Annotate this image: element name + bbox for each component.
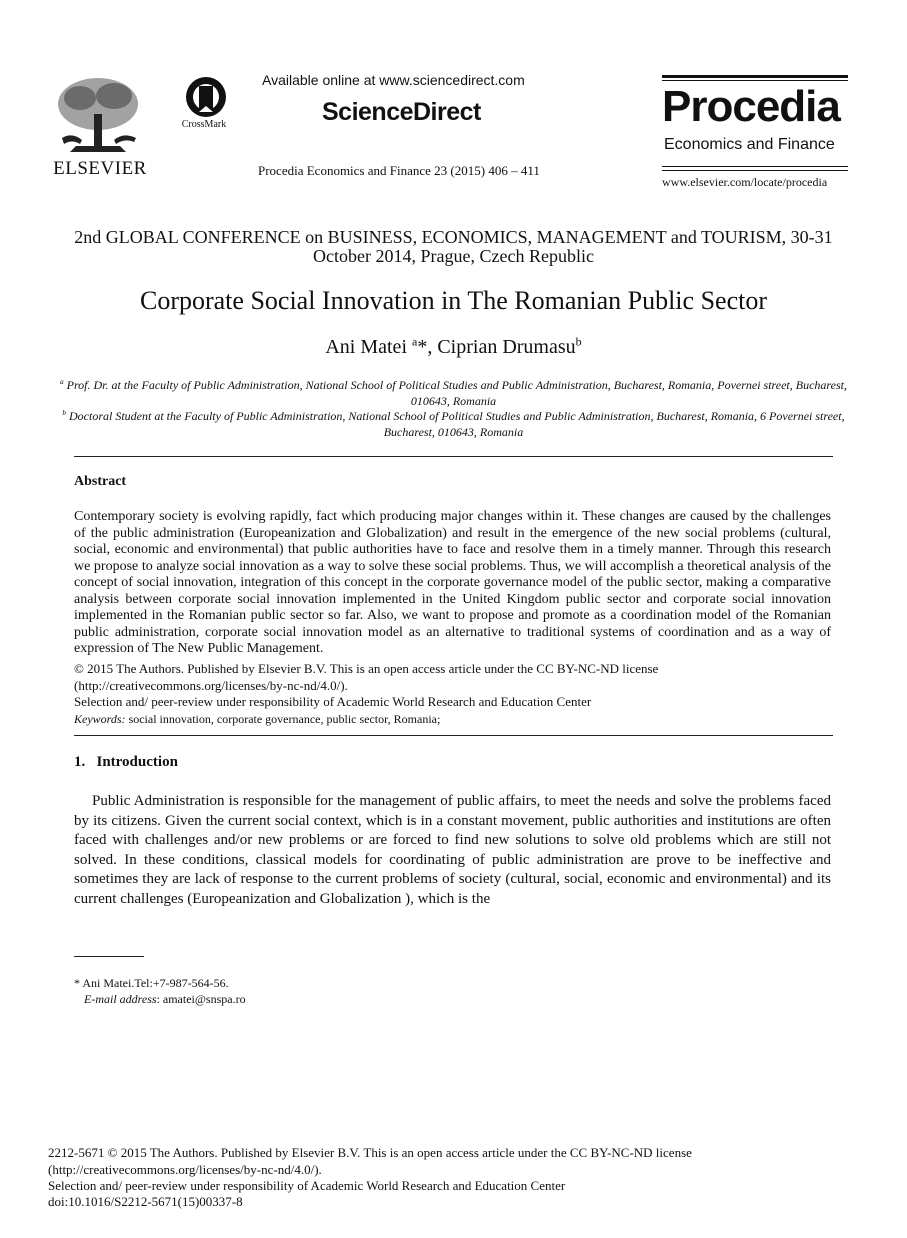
- copyright-notice: © 2015 The Authors. Published by Elsevier B.V. This is an open access article under the CC BY-NC-ND license: [74, 661, 659, 676]
- footnote-email: [84, 992, 246, 1007]
- affiliation-a: [60, 378, 847, 409]
- journal-subtitle: Economics and Finance: [664, 136, 835, 153]
- available-online-text[interactable]: Available online at www.sciencedirect.com: [262, 72, 525, 88]
- section-divider: [74, 456, 833, 457]
- affiliation-mark: b: [575, 334, 582, 349]
- license-link[interactable]: (http://creativecommons.org/licenses/by-nc-nd/4.0/).: [74, 678, 348, 693]
- abstract-text: Contemporary society is evolving rapidly, fact which producing major changes within it. These changes are caused by the challenges of the public administration (Europeanization and Globalization) and result in the emergence of the new social problems (cultural, social, economic and environmental) that public authorities have to face and resolve them in a timely manner. Through this research we propose to analyze social innovation as a way to solve these social problems. Thus, we will accomplish a theoretical analysis of the concept of social innovation, integration of this concept in the corporate governance model of the public sector, making a comparative analysis between corporate social innovation implemented in the United Kingdom public sector and corporate social innovation implemented in the Romanian public sector so far. Also, we want to propose and promote as a coordination model of the Romanian public administration, corporate social innovation model as an alternative to traditional systems of coordination and as a way of expression of The New Public Management.: [74, 509, 831, 656]
- affiliation-text: Prof. Dr. at the Faculty of Public Administration, National School of Political Studies and Public Administration, Bucharest, Romania, Povernei street, Bucharest, 010643, Romania: [63, 378, 847, 408]
- affiliation-mark: b: [62, 409, 66, 417]
- affiliation-mark: a: [412, 334, 418, 349]
- affiliation-mark: a: [60, 378, 64, 386]
- email-value[interactable]: : amatei@snspa.ro: [156, 992, 246, 1006]
- article-title: Corporate Social Innovation in The Romanian Public Sector: [139, 286, 767, 315]
- corresponding-mark: *,: [417, 336, 438, 358]
- section-heading: 1. Introduction: [74, 754, 178, 770]
- section-divider: [74, 735, 833, 736]
- keywords-label: Keywords:: [74, 712, 126, 726]
- conference-name: 2nd GLOBAL CONFERENCE on BUSINESS, ECONOMICS, MANAGEMENT and TOURISM, 30-31 October 2014, Prague, Czech Republic: [74, 227, 833, 266]
- introduction-text: Public Administration is responsible for the management of public affairs, to meet the needs and solve the problems faced by its citizens. Given the current social context, which is in a constant movement, public authorities and institutions are often faced with challenges and/or new problems or are forced to find new solutions to solve old problems which are still not solved. In these conditions, classical models for coordinating of public administration are prove to be ineffective and sometimes they are lack of response to the current problems of society (cultural, social, economic and environmental) and its current challenges (Europeanization and Globalization ), which is the: [74, 793, 831, 907]
- sciencedirect-logo: ScienceDirect: [322, 98, 481, 126]
- procedia-logo: Procedia: [662, 82, 840, 131]
- affiliation-text: Doctoral Student at the Faculty of Public Administration, National School of Political Studies and Public Administration, Bucharest, Romania, 6 Povernei street, Bucharest, 010643, Romania: [66, 409, 845, 439]
- footer-peer-review: Selection and/ peer-review under responsibility of Academic World Research and Education Center: [48, 1178, 566, 1193]
- footnote-rule: [74, 956, 144, 957]
- author-name: Ciprian Drumasu: [437, 336, 576, 358]
- footer-copyright: 2212-5671 © 2015 The Authors. Published by Elsevier B.V. This is an open access article under the CC BY-NC-ND license: [48, 1145, 692, 1160]
- author-list: [60, 336, 847, 359]
- author-name: Ani Matei: [325, 336, 412, 358]
- keywords: [74, 711, 834, 728]
- crossmark-label: CrossMark: [181, 119, 227, 130]
- brand-rule: [662, 80, 848, 81]
- footer-license-link[interactable]: (http://creativecommons.org/licenses/by-nc-nd/4.0/).: [48, 1162, 322, 1177]
- peer-review-note: Selection and/ peer-review under responsibility of Academic World Research and Education Center: [74, 694, 592, 709]
- brand-rule: [662, 170, 848, 171]
- journal-citation: Procedia Economics and Finance 23 (2015) 406 – 411: [258, 163, 540, 178]
- email-label: E-mail address: [84, 992, 157, 1006]
- abstract-heading: Abstract: [74, 474, 127, 489]
- footer-doi[interactable]: doi:10.1016/S2212-5671(15)00337-8: [48, 1194, 243, 1209]
- keywords-list: social innovation, corporate governance, public sector, Romania;: [125, 712, 441, 726]
- journal-url[interactable]: www.elsevier.com/locate/procedia: [662, 175, 828, 189]
- brand-rule: [662, 75, 848, 78]
- publisher-wordmark: ELSEVIER: [53, 158, 147, 179]
- brand-rule: [662, 166, 848, 167]
- affiliations: [60, 378, 847, 440]
- affiliation-b: [60, 409, 847, 440]
- footnote-contact: * Ani Matei.Tel:+7-987-564-56.: [74, 976, 229, 990]
